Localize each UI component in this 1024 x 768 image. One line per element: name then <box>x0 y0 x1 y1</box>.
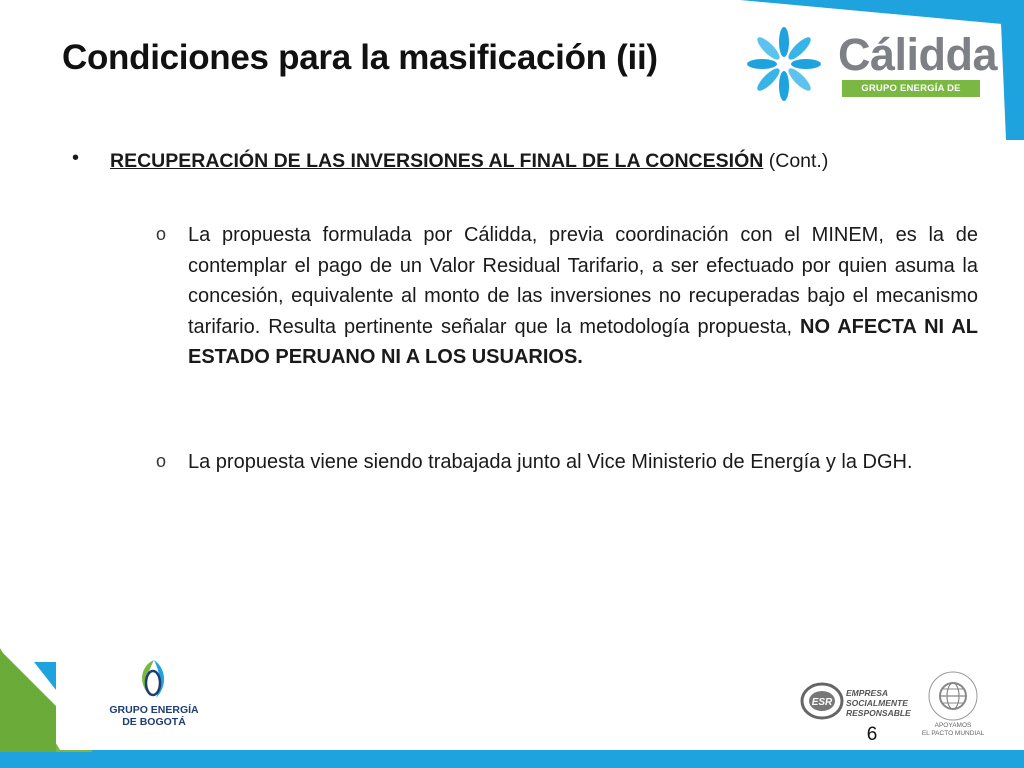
geb-logo <box>104 656 204 731</box>
global-compact-caption <box>912 722 994 738</box>
bullet-heading-bold: RECUPERACIÓN DE LAS INVERSIONES AL FINAL DE LA CONCESIÓN <box>110 150 764 172</box>
esr-line-3: RESPONSABLE <box>846 708 911 718</box>
geb-line-2: DE BOGOTÁ <box>122 716 186 728</box>
bullet-marker: • <box>72 147 80 169</box>
gc-line-1: APOYAMOS <box>934 722 972 729</box>
gc-line-2: EL PACTO MUNDIAL <box>921 730 985 737</box>
calidda-wordmark: Cálidda <box>838 29 998 80</box>
geb-swirl-icon <box>104 656 204 704</box>
calidda-tagline: GRUPO ENERGÍA DE BOGOTÁ <box>842 80 980 97</box>
list-item-text: La propuesta formulada por Cálidda, previa coordinación con el MINEM, es la de contemplar el pago de un Valor Residual Tarifario, a ser efectuado por quien asuma la concesión, equivalente al monto de las inversiones no recuperadas bajo el mecanismo tarifario. Resulta pertinente señalar que la metodología propuesta, <box>188 224 978 338</box>
list-item-bold-text: NO AFECTA NI AL ESTADO PERUANO NI A LOS USUARIOS. <box>188 315 978 368</box>
globe-icon <box>918 670 988 722</box>
esr-badge-icon <box>800 681 844 721</box>
page-number: 6 <box>866 724 878 745</box>
geb-wordmark <box>104 704 204 728</box>
bullet-heading-suffix: (Cont.) <box>763 150 829 172</box>
slide-title: Condiciones para la masificación (ii) <box>62 38 658 77</box>
geb-line-1: GRUPO ENERGÍA <box>109 704 199 716</box>
esr-wordmark <box>846 688 911 718</box>
global-compact-logo <box>918 670 988 740</box>
sub-bullet-marker: o <box>156 451 167 471</box>
esr-line-2: SOCIALMENTE <box>846 698 908 708</box>
esr-logo <box>800 681 910 721</box>
esr-line-1: EMPRESA <box>846 688 889 698</box>
sub-bullet-marker: o <box>156 224 167 244</box>
list-item-text: La propuesta viene siendo trabajada junto al Vice Ministerio de Energía y la DGH. <box>188 451 913 473</box>
esr-badge-text: ESR <box>811 697 833 708</box>
